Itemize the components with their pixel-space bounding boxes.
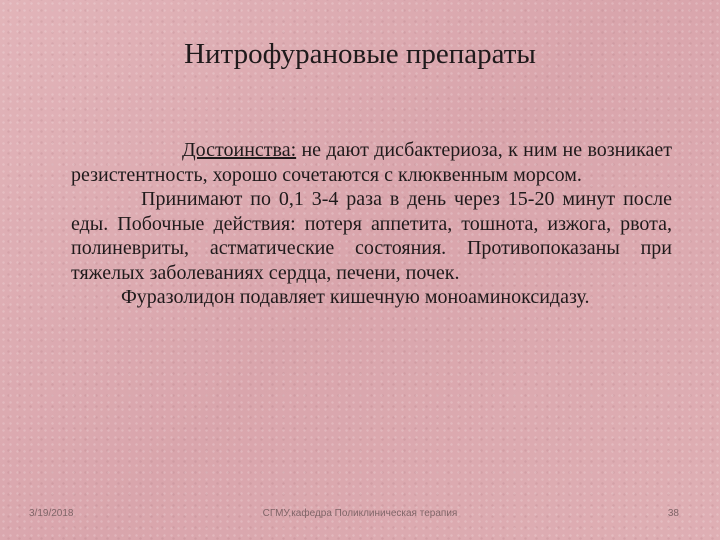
dosage-paragraph: Принимают по 0,1 3-4 раза в день через 15-20 минут после еды. Побочные действия: потеря аппетита, тошнота, изжога, рвота, полиневриты, астматические состояния. Противопоказаны при тяжелых заболеваниях сердца, печени, почек.: [71, 188, 672, 284]
advantages-label: Достоинства:: [182, 139, 297, 161]
furazolidone-paragraph: Фуразолидон подавляет кишечную моноаминоксидазу.: [121, 286, 590, 308]
slide-title: Нитрофурановые препараты: [184, 38, 536, 70]
slide-body: [71, 138, 672, 310]
footer-organization: СГМУ,кафедра Поликлиническая терапия: [262, 508, 458, 519]
advantages-paragraph: [71, 138, 672, 187]
footer-page-number: 38: [667, 508, 679, 519]
footer-date: 3/19/2018: [29, 508, 74, 519]
advantages-text: не дают дисбактериоза, к ним не возникает резистентность, хорошо сочетаются с клюквенным морсом.: [71, 139, 672, 186]
